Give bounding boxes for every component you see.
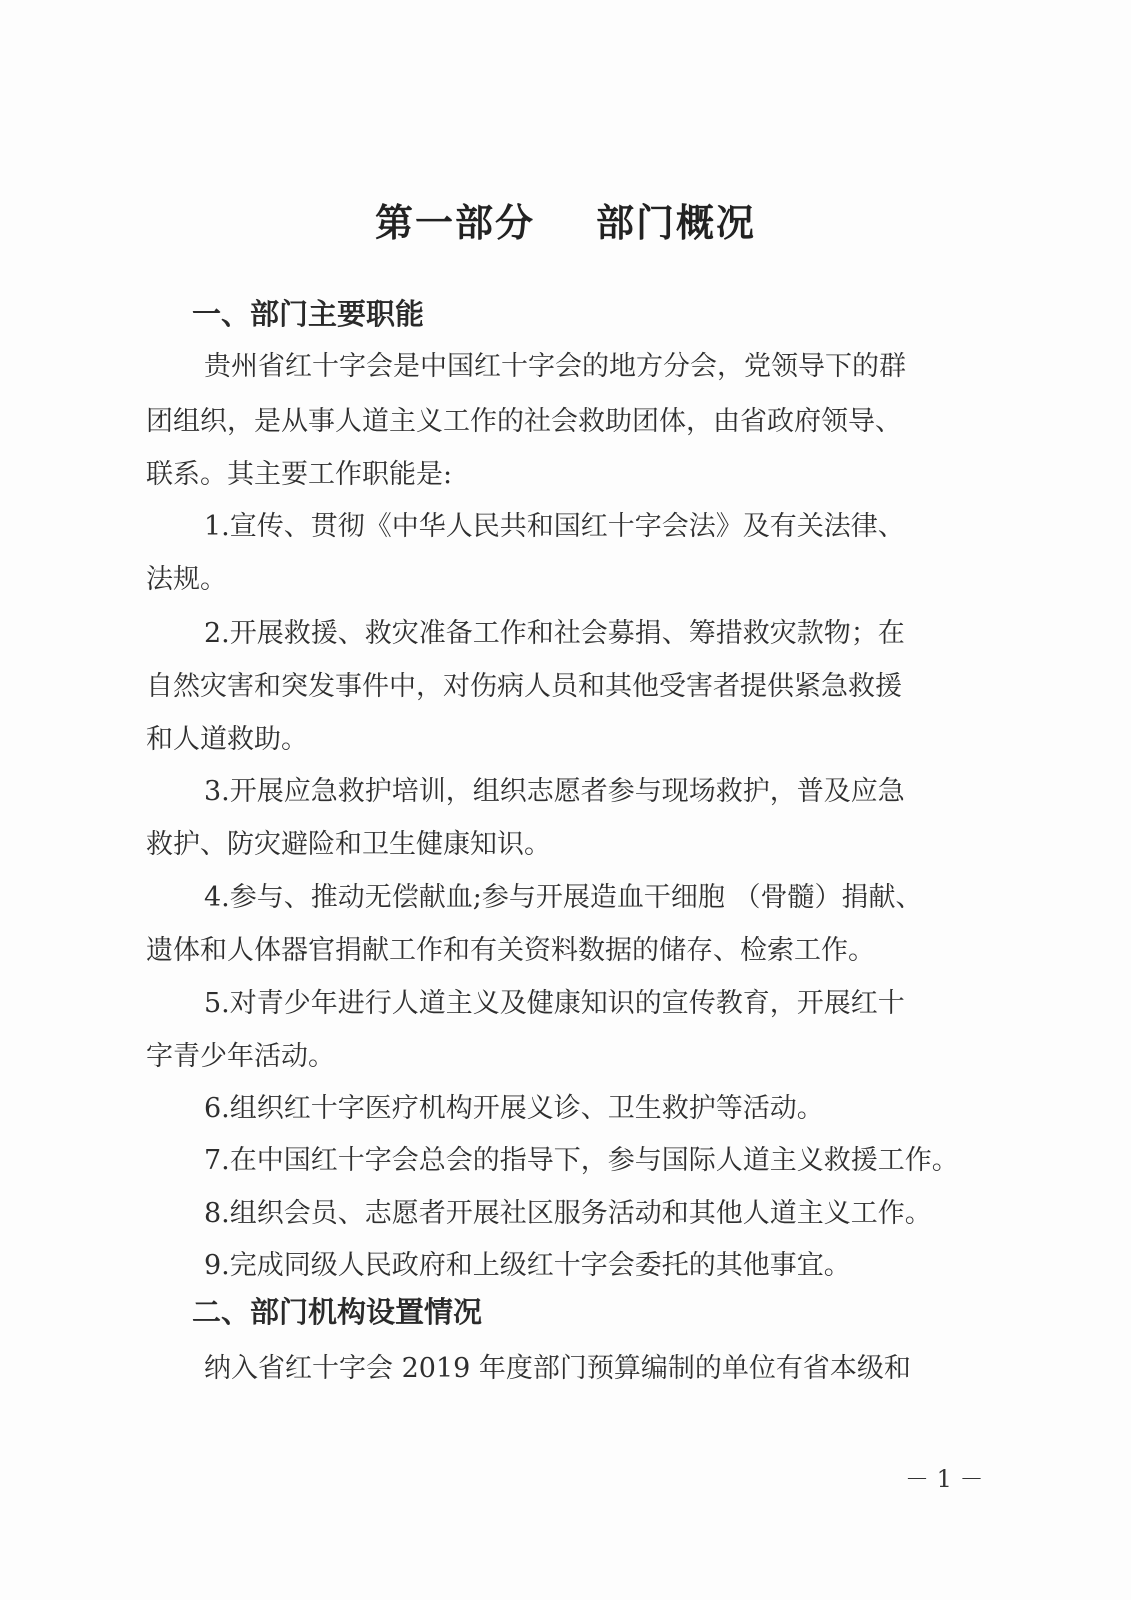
list-item-line: 和人道救助。 [146,724,308,755]
list-item-line: 3.开展应急救护培训，组织志愿者参与现场救护，普及应急 [204,776,905,807]
list-item-line: 4.参与、推动无偿献血;参与开展造血干细胞 （骨髓）捐献、 [204,882,923,913]
list-item-line: 字青少年活动。 [146,1041,335,1072]
list-item-line: 救护、防灾避险和卫生健康知识。 [146,829,551,860]
list-item-line: 5.对青少年进行人道主义及健康知识的宣传教育，开展红十 [204,988,905,1019]
paragraph-line: 纳入省红十字会 2019 年度部门预算编制的单位有省本级和 [204,1353,911,1384]
section-heading-structure: 二、部门机构设置情况 [192,1295,483,1329]
paragraph-line: 团组织，是从事人道主义工作的社会救助团体，由省政府领导、 [146,406,902,437]
section-heading-functions: 一、部门主要职能 [192,297,425,331]
page-number: － 1 － [905,1465,984,1493]
list-item-line: 遗体和人体器官捐献工作和有关资料数据的储存、检索工作。 [146,935,875,966]
list-item-line: 法规。 [146,564,227,595]
page-title: 第一部分 部门概况 [375,200,756,245]
paragraph-line: 贵州省红十字会是中国红十字会的地方分会，党领导下的群 [204,351,906,382]
list-item-line: 7.在中国红十字会总会的指导下，参与国际人道主义救援工作。 [204,1145,959,1176]
list-item-line: 2.开展救援、救灾准备工作和社会募捐、筹措救灾款物；在 [204,618,905,649]
list-item-line: 6.组织红十字医疗机构开展义诊、卫生救护等活动。 [204,1093,824,1124]
list-item-line: 9.完成同级人民政府和上级红十字会委托的其他事宜。 [204,1250,851,1281]
paragraph-line: 联系。其主要工作职能是: [146,459,453,490]
list-item-line: 1.宣传、贯彻《中华人民共和国红十字会法》及有关法律、 [204,511,905,542]
list-item-line: 自然灾害和突发事件中，对伤病人员和其他受害者提供紧急救援 [146,671,902,702]
list-item-line: 8.组织会员、志愿者开展社区服务活动和其他人道主义工作。 [204,1198,932,1229]
